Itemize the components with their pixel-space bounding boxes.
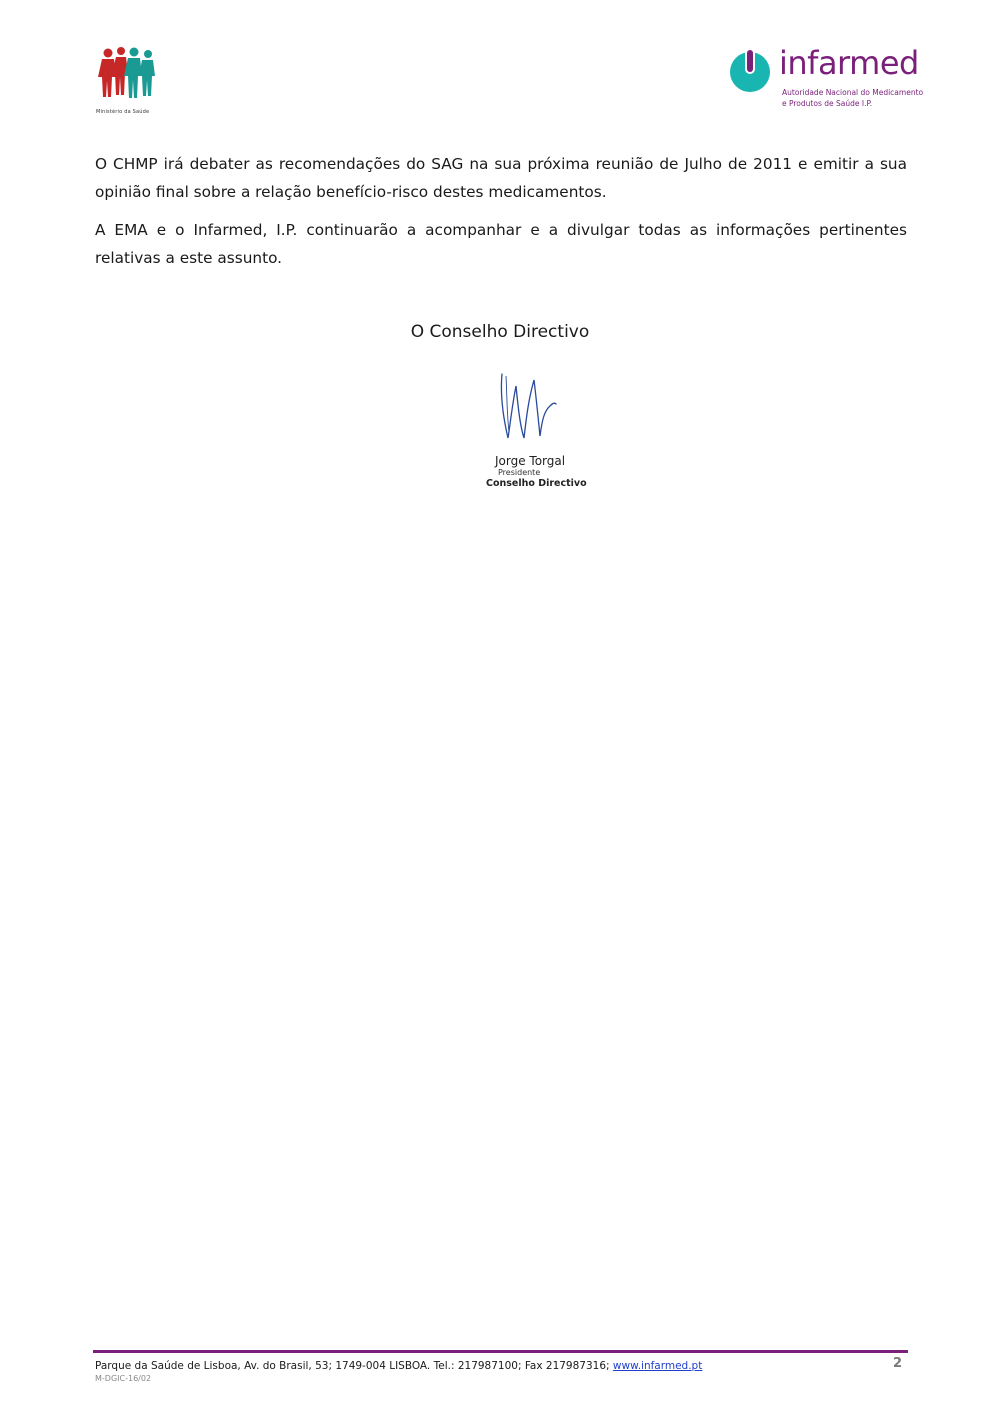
signatory-role: Presidente bbox=[498, 468, 541, 477]
ministry-of-health-logo bbox=[96, 44, 162, 118]
infarmed-logo-icon bbox=[726, 46, 774, 94]
paragraph-chmp: O CHMP irá debater as recomendações do SAG na sua próxima reunião de Julho de 2011 e emitir a sua opinião final sobre a relação benefício-risco destes medicamentos. bbox=[95, 155, 907, 201]
page-header bbox=[0, 0, 1000, 130]
document-body bbox=[95, 150, 907, 282]
signatory-name: Jorge Torgal bbox=[495, 454, 566, 468]
paragraph-ema: A EMA e o Infarmed, I.P. continuarão a acompanhar e a divulgar todas as informações pertinentes relativas a este assunto. bbox=[95, 221, 907, 267]
footer-address bbox=[95, 1360, 702, 1372]
footer-divider bbox=[93, 1350, 908, 1353]
signatory-body: Conselho Directivo bbox=[486, 478, 587, 489]
footer-address-text: Parque da Saúde de Lisboa, Av. do Brasil, 53; 1749-004 LISBOA. Tel.: 217987100; Fax 217987316; bbox=[95, 1360, 613, 1372]
infarmed-subtitle-line1: Autoridade Nacional do Medicamento bbox=[782, 88, 924, 97]
infarmed-subtitle-line2: e Produtos de Saúde I.P. bbox=[782, 99, 873, 108]
signature-block bbox=[480, 366, 590, 496]
ministry-logo-caption: Ministério da Saúde bbox=[96, 109, 150, 115]
footer-website-link[interactable]: www.infarmed.pt bbox=[612, 1360, 703, 1372]
infarmed-logo bbox=[726, 46, 926, 116]
closing-line: O Conselho Directivo bbox=[410, 322, 590, 342]
document-code: M-DGIC-16/02 bbox=[95, 1374, 152, 1383]
infarmed-wordmark: infarmed bbox=[779, 44, 919, 82]
page-number: 2 bbox=[893, 1356, 903, 1371]
handwritten-signature bbox=[480, 366, 590, 456]
